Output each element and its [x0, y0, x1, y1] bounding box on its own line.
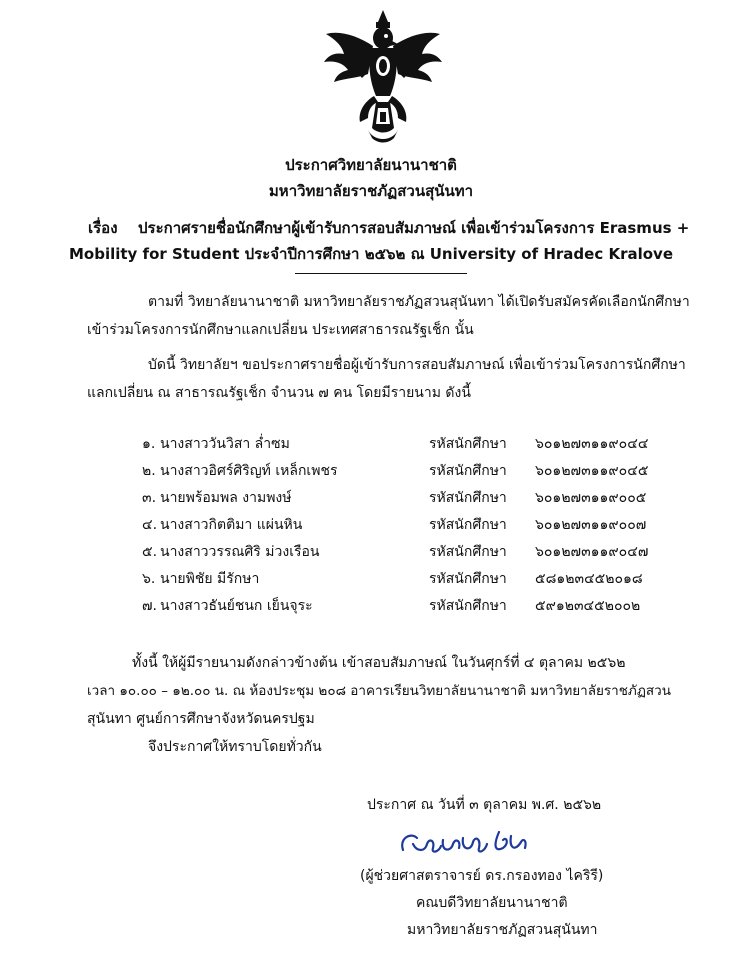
header-line-1: ประกาศวิทยาลัยนานาชาติ [285, 156, 457, 174]
subject-text-1: ประกาศรายชื่อนักศึกษาผู้เข้ารับการสอบสัมภาษณ์ เพื่อเข้าร่วมโครงการ Erasmus + [138, 219, 690, 237]
announcement-date: ประกาศ ณ วันที่ ๓ ตุลาคม พ.ศ. ๒๕๖๒ [367, 797, 602, 813]
student-id-label: รหัสนักศึกษา [429, 544, 507, 560]
divider-rule [295, 273, 467, 274]
student-name: นางสาวอิศร์ศิริญท์ เหล็กเพชร [160, 463, 338, 479]
student-name: นายพิชัย มีรักษา [160, 571, 260, 587]
para3-line2: เวลา ๑๐.๐๐ – ๑๒.๐๐ น. ณ ห้องประชุม ๒๐๘ อาคารเรียนวิทยาลัยนานาชาติ มหาวิทยาลัยราชภัฏสวน [87, 683, 671, 699]
student-name: นางสาววรรณศิริ ม่วงเรือน [160, 544, 320, 560]
student-id-label: รหัสนักศึกษา [429, 571, 507, 587]
signer-name: (ผู้ช่วยศาสตราจารย์ ดร.กรองทอง ไคริรี) [360, 868, 604, 884]
student-row [142, 594, 702, 618]
para3-line1: ทั้งนี้ ให้ผู้มีรายนามดังกล่าวข้างต้น เข้าสอบสัมภาษณ์ ในวันศุกร์ที่ ๔ ตุลาคม ๒๕๖๒ [132, 655, 626, 671]
student-number: ๗. [142, 598, 157, 614]
student-row [142, 567, 702, 591]
student-row [142, 432, 702, 456]
student-row [142, 540, 702, 564]
student-id-label: รหัสนักศึกษา [429, 517, 507, 533]
student-id: ๖๐๑๒๗๓๑๑๙๐๔๔ [535, 436, 649, 452]
student-name: นายพร้อมพล งามพงษ์ [160, 490, 292, 506]
para2-line1: บัดนี้ วิทยาลัยฯ ขอประกาศรายชื่อผู้เข้ารับการสอบสัมภาษณ์ เพื่อเข้าร่วมโครงการนักศึกษา [148, 357, 686, 373]
student-number: ๖. [142, 571, 156, 587]
handwritten-signature [395, 822, 535, 862]
header-line-2: มหาวิทยาลัยราชภัฏสวนสุนันทา [268, 182, 474, 200]
student-id-label: รหัสนักศึกษา [429, 436, 507, 452]
para2-line2: แลกเปลี่ยน ณ สาธารณรัฐเช็ก จำนวน ๗ คน โดยมีรายนาม ดังนี้ [87, 385, 471, 401]
student-name: นางสาวธันย์ชนก เย็นจุระ [160, 598, 313, 614]
student-id-label: รหัสนักศึกษา [429, 598, 507, 614]
student-row [142, 486, 702, 510]
student-id-label: รหัสนักศึกษา [429, 490, 507, 506]
student-name: นางสาววันวิสา ล่ำซม [160, 436, 290, 452]
garuda-emblem-icon [318, 6, 448, 146]
student-id: ๖๐๑๒๗๓๑๑๙๐๔๗ [535, 544, 649, 560]
subject-label: เรื่อง [88, 219, 118, 237]
student-row [142, 513, 702, 537]
student-number: ๕. [142, 544, 158, 560]
signer-title-1: คณบดีวิทยาลัยนานาชาติ [416, 895, 568, 911]
student-id-label: รหัสนักศึกษา [429, 463, 507, 479]
student-number: ๒. [142, 463, 156, 479]
student-number: ๑. [142, 436, 156, 452]
student-id: ๕๙๑๒๓๔๕๒๐๐๒ [535, 598, 641, 614]
para1-line2: เข้าร่วมโครงการนักศึกษาแลกเปลี่ยน ประเทศสาธารณรัฐเช็ก นั้น [87, 322, 474, 338]
para3-line3: สุนันทา ศูนย์การศึกษาจังหวัดนครปฐม [87, 711, 315, 727]
student-id: ๖๐๑๒๗๓๑๑๙๐๐๗ [535, 517, 647, 533]
closing-line: จึงประกาศให้ทราบโดยทั่วกัน [148, 739, 322, 755]
signer-title-2: มหาวิทยาลัยราชภัฏสวนสุนันทา [407, 922, 598, 938]
subject-line-1 [88, 217, 708, 239]
para1-line1: ตามที่ วิทยาลัยนานาชาติ มหาวิทยาลัยราชภัฏสวนสุนันทา ได้เปิดรับสมัครคัดเลือกนักศึกษา [148, 294, 690, 310]
student-id: ๕๘๑๒๓๔๕๒๐๑๘ [535, 571, 643, 587]
student-number: ๓. [142, 490, 157, 506]
student-name: นางสาวกิตติมา แผ่นหิน [160, 517, 303, 533]
student-row [142, 459, 702, 483]
subject-line-2: Mobility for Student ประจำปีการศึกษา ๒๕๖๒ ณ University of Hradec Kralove [68, 245, 673, 263]
student-number: ๔. [142, 517, 158, 533]
student-id: ๖๐๑๒๗๓๑๑๙๐๔๕ [535, 463, 649, 479]
student-id: ๖๐๑๒๗๓๑๑๙๐๐๕ [535, 490, 647, 506]
